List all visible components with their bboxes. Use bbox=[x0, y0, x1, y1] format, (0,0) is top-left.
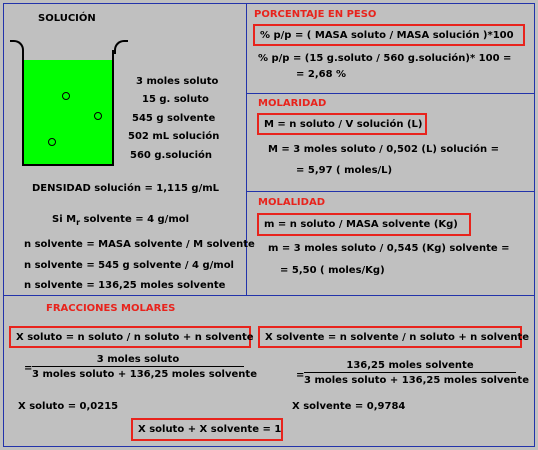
solution-title: SOLUCIÓN bbox=[38, 13, 96, 24]
molality-line-2: = 5,50 ( moles/Kg) bbox=[280, 265, 385, 276]
solution-item: 3 moles soluto bbox=[136, 76, 219, 87]
molar-mass-sub: r bbox=[76, 218, 81, 227]
molar-mass-prefix: Si M bbox=[52, 214, 77, 225]
molarity-title: MOLARIDAD bbox=[258, 98, 327, 109]
bubble-icon bbox=[94, 112, 102, 120]
percent-title: PORCENTAJE EN PESO bbox=[254, 9, 377, 20]
solution-liquid bbox=[22, 60, 114, 166]
moles-line: n solvente = 136,25 moles solvente bbox=[24, 280, 226, 291]
x-solvent-fraction bbox=[304, 360, 529, 386]
molarity-formula: M = n soluto / V solución (L) bbox=[264, 118, 423, 130]
x-solvent-numerator: 136,25 moles solvente bbox=[304, 360, 516, 373]
molality-line-1: m = 3 moles soluto / 0,545 (Kg) solvente = bbox=[268, 243, 510, 254]
molality-formula-box bbox=[257, 213, 471, 236]
sum-box bbox=[131, 418, 283, 441]
x-solute-formula: X soluto = n soluto / n soluto + n solvente bbox=[16, 331, 254, 343]
sum-formula: X soluto + X solvente = 1 bbox=[138, 424, 282, 435]
molarity-line-2: = 5,97 ( moles/L) bbox=[296, 165, 393, 176]
percent-formula-box bbox=[253, 24, 525, 46]
moles-line: n solvente = MASA solvente / M solvente bbox=[24, 239, 255, 250]
percent-line-2: = 2,68 % bbox=[296, 69, 347, 80]
equals-sign: = bbox=[24, 363, 33, 374]
bubble-icon bbox=[48, 138, 56, 146]
x-solute-formula-box bbox=[9, 326, 254, 348]
x-solvent-result: X solvente = 0,9784 bbox=[292, 401, 406, 412]
solution-item: 502 mL solución bbox=[128, 131, 220, 142]
solution-item: 15 g. soluto bbox=[142, 94, 209, 105]
molar-mass-line bbox=[52, 214, 189, 227]
solution-item: 560 g.solución bbox=[130, 150, 213, 161]
solution-item: 545 g solvente bbox=[132, 113, 216, 124]
percent-formula: % p/p = ( MASA soluto / MASA solución )*100 bbox=[260, 29, 514, 41]
percent-line-1: % p/p = (15 g.soluto / 560 g.solución)* 100 = bbox=[258, 53, 512, 64]
x-solvent-formula-box bbox=[258, 326, 530, 348]
molarity-line-1: M = 3 moles soluto / 0,502 (L) solución = bbox=[268, 144, 499, 155]
density-line: DENSIDAD solución = 1,115 g/mL bbox=[32, 183, 220, 194]
molar-mass-suffix: solvente = 4 g/mol bbox=[80, 214, 190, 225]
molarity-formula-box bbox=[257, 113, 427, 135]
moles-line: n solvente = 545 g solvente / 4 g/mol bbox=[24, 260, 234, 271]
fractions-title: FRACCIONES MOLARES bbox=[46, 303, 176, 314]
x-solute-numerator: 3 moles soluto bbox=[32, 354, 244, 367]
x-solute-denominator: 3 moles soluto + 136,25 moles solvente bbox=[32, 369, 257, 380]
equals-sign: = bbox=[296, 370, 305, 381]
bubble-icon bbox=[62, 92, 70, 100]
molality-title: MOLALIDAD bbox=[258, 197, 325, 208]
beaker-lip-right bbox=[114, 40, 128, 54]
x-solute-result: X soluto = 0,0215 bbox=[18, 401, 119, 412]
molality-formula: m = n soluto / MASA solvente (Kg) bbox=[264, 219, 458, 230]
x-solvent-formula: X solvente = n solvente / n soluto + n solvente bbox=[265, 331, 530, 343]
x-solute-fraction bbox=[32, 354, 257, 380]
x-solvent-denominator: 3 moles soluto + 136,25 moles solvente bbox=[304, 375, 529, 386]
